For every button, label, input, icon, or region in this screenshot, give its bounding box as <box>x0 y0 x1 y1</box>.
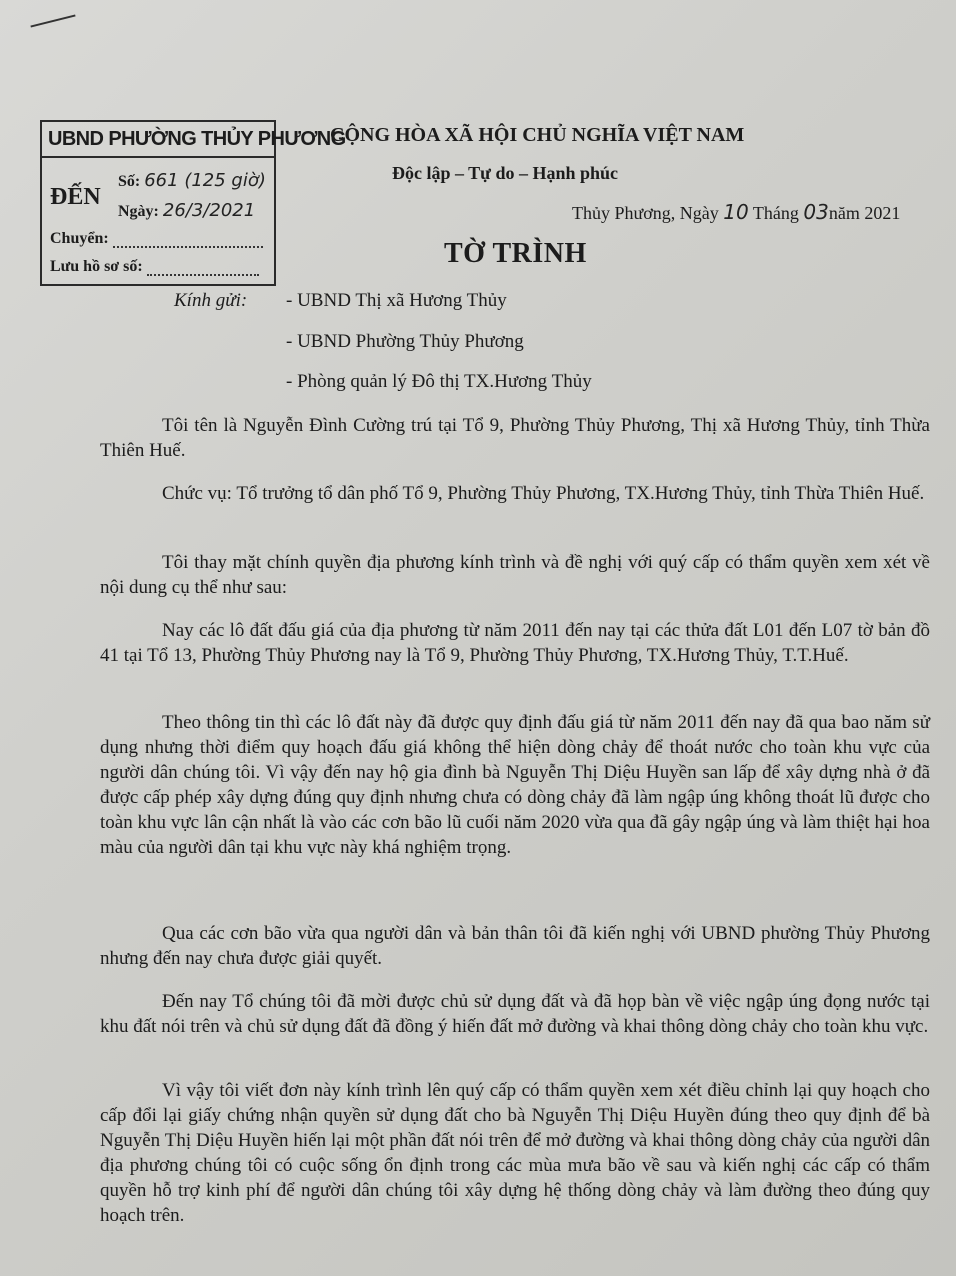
recipient-1: - UBND Thị xã Hương Thủy <box>286 290 507 311</box>
stamp-so-label: Số: <box>118 173 141 190</box>
pen-scratch-mark <box>30 14 75 27</box>
kinh-gui-label: Kính gửi: <box>174 290 248 311</box>
paragraph-2: Chức vụ: Tổ trưởng tổ dân phố Tổ 9, Phường Thủy Phương, TX.Hương Thủy, tỉnh Thừa Thiên Huế. <box>162 483 925 504</box>
stamp-luu-row <box>50 258 259 276</box>
stamp-luu-label: Lưu hồ sơ số: <box>50 258 143 275</box>
stamp-so-value: 661 (125 giờ) <box>144 170 266 191</box>
paragraph-4: Nay các lô đất đấu giá của địa phương từ năm 2011 đến nay tại các thửa đất L01 đến L07 tờ bản đồ 41 tại Tổ 13, Phường Thủy Phương nay là Tổ 9, Phường Thủy Phương, TX.Hương Thủy, T.T.Huế. <box>100 620 930 666</box>
date-prefix: Thủy Phương, Ngày <box>572 203 719 223</box>
incoming-document-stamp <box>40 120 346 286</box>
date-month-label: Tháng <box>752 203 799 223</box>
paragraph-7: Đến nay Tổ chúng tôi đã mời được chủ sử dụng đất và đã họp bàn về việc ngập úng đọng nước tại khu đất nói trên và chủ sử dụng đất đã đồng ý hiến đất mở đường và khai thông dòng chảy cho toàn khu vực. <box>100 991 930 1037</box>
stamp-chuyen-row <box>50 230 263 248</box>
stamp-den-label: ĐẾN <box>50 184 101 210</box>
stamp-ngay-value: 26/3/2021 <box>162 200 256 221</box>
paragraph-8: Vì vậy tôi viết đơn này kính trình lên quý cấp có thẩm quyền xem xét điều chỉnh lại quy hoạch cho cấp đổi lại giấy chứng nhận quyền sử dụng đất cho bà Nguyễn Thị Diệu Huyền đúng theo quy định để bà Nguyễn Thị Diệu Huyền hiến lại một phần đất nói trên để mở đường và khai thông dòng chảy của người dân địa phương chúng tôi có cuộc sống ổn định trong các mùa mưa bão về sau và kiến nghị các cấp có thẩm quyền hỗ trợ kinh phí để người dân chúng tôi xây dựng hệ thống dòng chảy và làm đường theo đúng quy hoạch trên. <box>100 1080 930 1226</box>
date-day: 10 <box>723 200 749 224</box>
paragraph-1: Tôi tên là Nguyễn Đình Cường trú tại Tổ 9, Phường Thủy Phương, Thị xã Hương Thủy, tỉnh Thừa Thiên Huế. <box>100 415 930 461</box>
stamp-chuyen-dots <box>113 246 263 248</box>
stamp-ngay-row <box>118 200 255 221</box>
stamp-org: UBND PHƯỜNG THỦY PHƯƠNG <box>42 122 274 158</box>
paragraph-5: Theo thông tin thì các lô đất này đã được quy định đấu giá từ năm 2011 đến nay đã qua bao năm sử dụng nhưng thời điểm quy hoạch đấu giá không thể hiện dòng chảy để thoát nước cho toàn khu vực của người dân chúng tôi. Vì vậy đến nay hộ gia đình bà Nguyễn Thị Diệu Huyền san lấp để xây dựng nhà ở đã được cấp phép xây dựng đúng quy định nhưng chưa có dòng chảy đã làm ngập úng không thoát lũ được cho toàn khu vực lân cận nhất là vào các cơn bão lũ cuối năm 2020 vừa qua đã gây ngập úng và làm thiệt hại hoa màu của người dân tại khu vực này khá nghiệm trọng. <box>100 712 930 858</box>
date-year: năm 2021 <box>828 203 901 223</box>
national-motto: Độc lập – Tự do – Hạnh phúc <box>392 163 619 183</box>
stamp-luu-dots <box>147 274 259 276</box>
paragraph-6: Qua các cơn bão vừa qua người dân và bản thân tôi đã kiến nghị với UBND phường Thủy Phương nhưng đến nay chưa được giải quyết. <box>100 923 930 969</box>
date-month: 03 <box>803 200 829 224</box>
national-title: CỘNG HÒA XÃ HỘI CHỦ NGHĨA VIỆT NAM <box>330 124 745 146</box>
document-date <box>572 200 900 224</box>
stamp-ngay-label: Ngày: <box>118 203 159 220</box>
recipient-2: - UBND Phường Thủy Phương <box>286 331 524 352</box>
stamp-so-row <box>118 170 266 191</box>
paragraph-3: Tôi thay mặt chính quyền địa phương kính trình và đề nghị với quý cấp có thẩm quyền xem xét về nội dung cụ thể như sau: <box>100 552 930 598</box>
stamp-chuyen-label: Chuyển: <box>50 230 109 247</box>
recipient-3: - Phòng quản lý Đô thị TX.Hương Thủy <box>286 371 592 392</box>
document-title: TỜ TRÌNH <box>444 238 587 269</box>
